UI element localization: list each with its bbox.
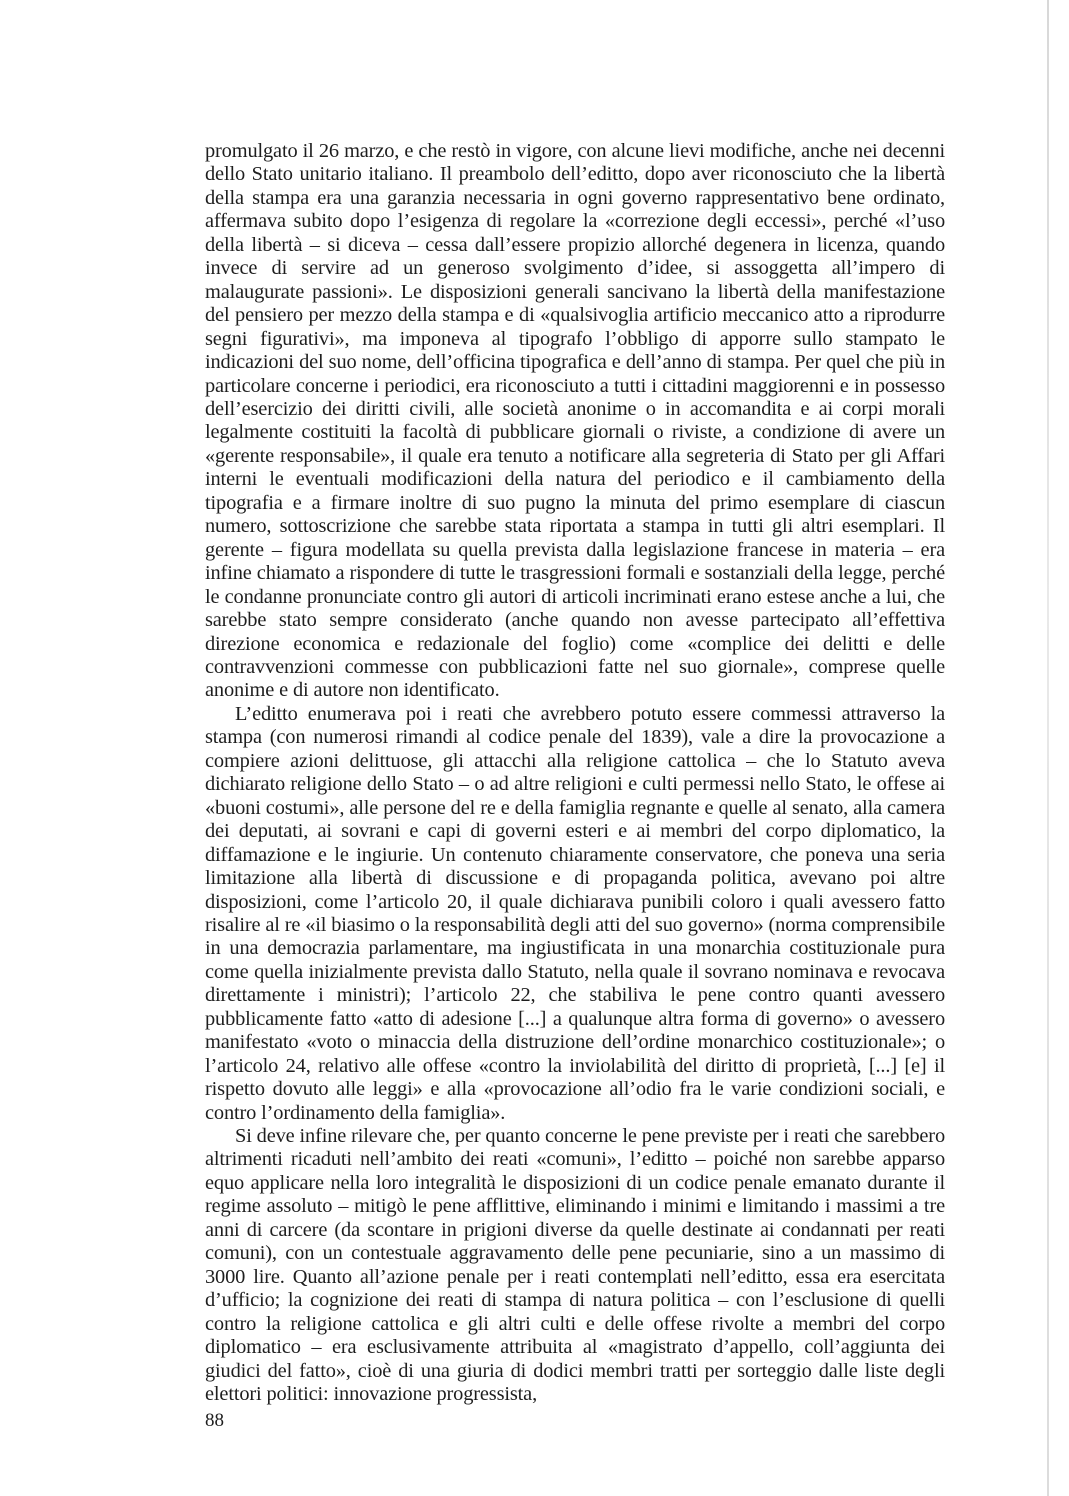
paragraph-1: promulgato il 26 marzo, e che restò in vigore, con alcune lievi modifiche, anche nei decenni dello Stato unitario italiano. Il preambolo dell’editto, dopo aver riconosciuto che la libertà della stampa era una garanzia necessaria in ogni governo rappresentativo bene ordinato, affermava subito dopo l’esigenza di regolare la «correzione degli eccessi», perché «l’uso della libertà – si diceva – cessa dall’essere propizio allorché degenera in licenza, quando invece di servire ad un generoso svolgimento d’idee, si assoggetta all’impero di malaugurate passioni». Le disposizioni generali sancivano la libertà della manifestazione del pensiero per mezzo della stampa e di «qualsivoglia artificio meccanico atto a riprodurre segni figurativi», ma imponeva al tipografo l’obbligo di apporre sullo stampato le indicazioni del suo nome, dell’officina tipografica e dell’anno di stampa. Per quel che più in particolare concerne i periodici, era riconosciuto a tutti i cittadini maggiorenni e in possesso dell’esercizio dei diritti civili, alle società anonime o in accomandita e ai corpi morali legalmente costituiti la facoltà di pubblicare giornali o riviste, a condizione di avere un «gerente responsabile», il quale era tenuto a notificare alla segreteria di Stato per gli Affari interni le eventuali modificazioni della natura del periodico e il cambiamento della tipografia e a firmare inoltre di suo pugno la minuta del primo esemplare di ciascun numero, sottoscrizione che sarebbe stata riportata a stampa in tutti gli altri esemplari. Il gerente – figura modellata su quella prevista dalla legislazione francese in materia – era infine chiamato a rispondere di tutte le trasgressioni formali e sostanziali della legge, perché le condanne pronunciate contro gli autori di articoli incriminati erano estese anche a lui, che sarebbe stato sempre considerato (anche quando non avesse partecipato all’effettiva direzione economica e redazionale del foglio) come «complice dei delitti e delle contravvenzioni commesse con pubblicazioni fatte nel suo giornale», comprese quelle anonime e di autore non identificato. [205, 140, 945, 702]
page-edge-shadow [1047, 0, 1049, 1496]
body-text [205, 140, 945, 1406]
page-number: 88 [205, 1410, 224, 1431]
paragraph-2: L’editto enumerava poi i reati che avrebbero potuto essere commessi attraverso la stampa (con numerosi rimandi al codice penale del 1839), vale a dire la provocazione a compiere azioni delittuose, gli attacchi alla religione cattolica – che lo Statuto aveva dichiarato religione dello Stato – o ad altre religioni e culti permessi nello Stato, le offese ai «buoni costumi», alle persone del re e della famiglia regnante e quelle al senato, alla camera dei deputati, ai sovrani e capi di governi esteri e ai membri del corpo diplomatico, la diffamazione e le ingiurie. Un contenuto chiaramente conservatore, che poneva una seria limitazione alla libertà di discussione e di propaganda politica, avevano poi altre disposizioni, come l’articolo 20, il quale dichiarava punibili coloro i quali avessero fatto risalire al re «il biasimo o la responsabilità degli atti del suo governo» (norma comprensibile in una democrazia parlamentare, ma ingiustificata in una monarchia costituzionale pura come quella inizialmente prevista dallo Statuto, nella quale il sovrano nominava e revocava direttamente i ministri); l’articolo 22, che stabiliva le pene contro quanti avessero pubblicamente fatto «atto di adesione [...] a qualunque altra forma di governo» o avessero manifestato «voto o minaccia della distruzione dell’ordine monarchico costituzionale»; o l’articolo 24, relativo alle offese «contro la inviolabilità del diritto di proprietà, [...] [e] il rispetto dovuto alle leggi» e alla «provocazione all’odio fra le varie condizioni sociali, e contro l’ordinamento della famiglia». [205, 702, 946, 1124]
paragraph-3: Si deve infine rilevare che, per quanto concerne le pene previste per i reati che sarebbero altrimenti ricaduti nell’ambito dei reati «comuni», l’editto – poiché non sarebbe apparso equo applicare nella loro integralità le disposizioni di un codice penale emanato durante il regime assoluto – mitigò le pene afflittive, eliminando i minimi e limitando i massimi a tre anni di carcere (da scontare in prigioni diverse da quelle destinate ai condannati per reati comuni), con un contestuale aggravamento delle pene pecuniarie, sino a un massimo di 3000 lire. Quanto all’azione penale per i reati contemplati nell’editto, essa era esercitata d’ufficio; la cognizione dei reati di stampa di natura politica – con l’esclusione di quelli contro la religione cattolica e gli altri culti e delle offese rivolte a membri del corpo diplomatico – era esclusivamente attribuita al «magistrato d’appello, coll’aggiunta dei giudici del fatto», cioè di una giuria di dodici membri tratti per sorteggio dalle liste degli elettori politici: innovazione progressista, [205, 1125, 945, 1406]
